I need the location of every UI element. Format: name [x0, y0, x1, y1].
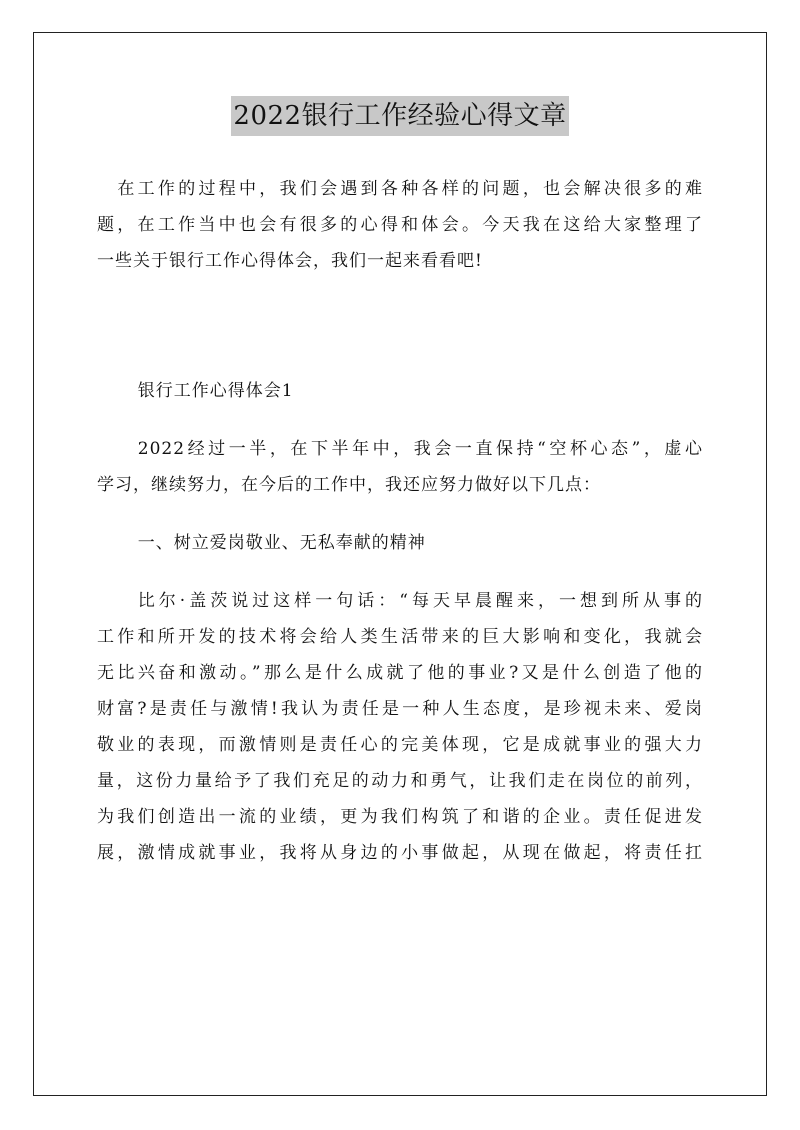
- paragraph-line: 工作和所开发的技术将会给人类生活带来的巨大影响和变化，我就会: [97, 627, 703, 647]
- paragraph-line: 学习，继续努力，在今后的工作中，我还应努力做好以下几点：: [97, 475, 601, 495]
- title-container: [0, 96, 800, 136]
- paragraph-line: 展，激情成就事业，我将从身边的小事做起，从现在做起，将责任扛: [97, 843, 703, 863]
- intro-line: 一些关于银行工作心得体会，我们一起来看看吧!: [97, 251, 483, 271]
- paragraph-2: [97, 583, 703, 871]
- paragraph-line: 财富?是责任与激情!我认为责任是一种人生态度，是珍视未来、爱岗: [97, 699, 703, 719]
- intro-line: 题，在工作当中也会有很多的心得和体会。今天我在这给大家整理了: [97, 215, 703, 235]
- intro-line: 在工作的过程中，我们会遇到各种各样的问题，也会解决很多的难: [117, 179, 703, 199]
- section-gap: [97, 279, 703, 351]
- paragraph-line: 无比兴奋和激动。”那么是什么成就了他的事业?又是什么创造了他的: [97, 663, 703, 683]
- paragraph-1: [97, 431, 703, 503]
- document-body: [97, 171, 703, 871]
- paragraph-line: 比尔·盖茨说过这样一句话：“每天早晨醒来，一想到所从事的: [137, 591, 703, 611]
- intro-paragraph: [97, 171, 703, 279]
- document-title: 2022银行工作经验心得文章: [231, 96, 568, 136]
- subheading: 一、树立爱岗敬业、无私奉献的精神: [137, 533, 426, 553]
- paragraph-line: 2022经过一半，在下半年中，我会一直保持“空杯心态”，虚心: [137, 439, 703, 459]
- section-heading: 银行工作心得体会1: [137, 381, 294, 401]
- paragraph-line: 敬业的表现，而激情则是责任心的完美体现，它是成就事业的强大力: [97, 735, 703, 755]
- paragraph-line: 量，这份力量给予了我们充足的动力和勇气，让我们走在岗位的前列，: [97, 771, 703, 791]
- paragraph-line: 为我们创造出一流的业绩，更为我们构筑了和谐的企业。责任促进发: [97, 807, 703, 827]
